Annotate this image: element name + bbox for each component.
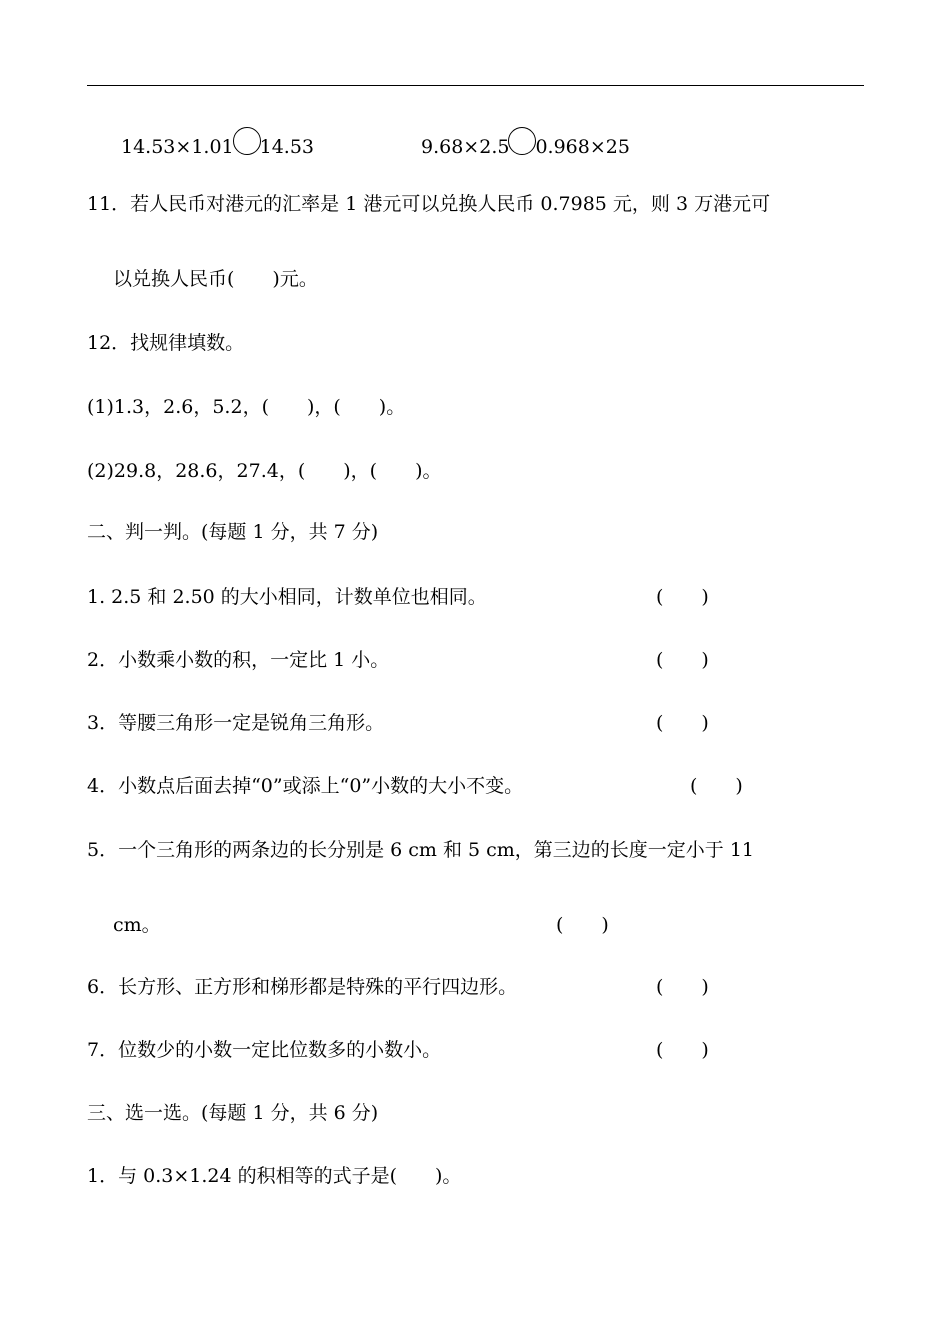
judge-item-7: 7．位数少的小数一定比位数多的小数小。 <box>87 1039 442 1061</box>
judge-answer-1[interactable]: ( ) <box>656 586 709 608</box>
compare-left-rhs: 14.53 <box>259 136 315 158</box>
compare-right-expr: 9.68×2.5 <box>421 136 510 158</box>
header-rule <box>87 85 864 86</box>
compare-right-rhs: 0.968×25 <box>535 136 630 158</box>
judge-answer-5[interactable]: ( ) <box>556 914 609 936</box>
judge-item-3: 3．等腰三角形一定是锐角三角形。 <box>87 712 385 734</box>
judge-item-5-cont: cm。 <box>113 914 161 936</box>
section3-heading: 三、选一选。(每题 1 分，共 6 分) <box>87 1102 379 1124</box>
judge-item-5: 5．一个三角形的两条边的长分别是 6 cm 和 5 cm，第三边的长度一定小于 11 <box>87 839 754 861</box>
section2-heading: 二、判一判。(每题 1 分，共 7 分) <box>87 521 379 543</box>
q12-sub1: (1)1.3，2.6，5.2，( )，( )。 <box>87 396 406 418</box>
judge-answer-6[interactable]: ( ) <box>656 976 709 998</box>
judge-item-1: 1. 2.5 和 2.50 的大小相同，计数单位也相同。 <box>87 586 487 608</box>
compare-circle-right[interactable] <box>508 127 536 155</box>
compare-right <box>421 127 630 159</box>
q11-line2: 以兑换人民币( )元。 <box>113 268 318 290</box>
judge-answer-4[interactable]: ( ) <box>690 775 743 797</box>
judge-answer-2[interactable]: ( ) <box>656 649 709 671</box>
judge-answer-3[interactable]: ( ) <box>656 712 709 734</box>
compare-left-expr: 14.53×1.01 <box>121 136 234 158</box>
q12-sub2: (2)29.8，28.6，27.4，( )，( )。 <box>87 460 442 482</box>
choice-question-1: 1．与 0.3×1.24 的积相等的式子是( )。 <box>87 1165 462 1187</box>
judge-item-2: 2．小数乘小数的积，一定比 1 小。 <box>87 649 390 671</box>
judge-item-4: 4．小数点后面去掉“0”或添上“0”小数的大小不变。 <box>87 775 524 797</box>
judge-answer-7[interactable]: ( ) <box>656 1039 709 1061</box>
q11-line1: 11．若人民币对港元的汇率是 1 港元可以兑换人民币 0.7985 元，则 3 万港元可 <box>87 193 771 215</box>
compare-circle-left[interactable] <box>233 127 261 155</box>
q12-title: 12．找规律填数。 <box>87 332 245 354</box>
judge-item-6: 6．长方形、正方形和梯形都是特殊的平行四边形。 <box>87 976 518 998</box>
compare-left <box>121 127 314 159</box>
